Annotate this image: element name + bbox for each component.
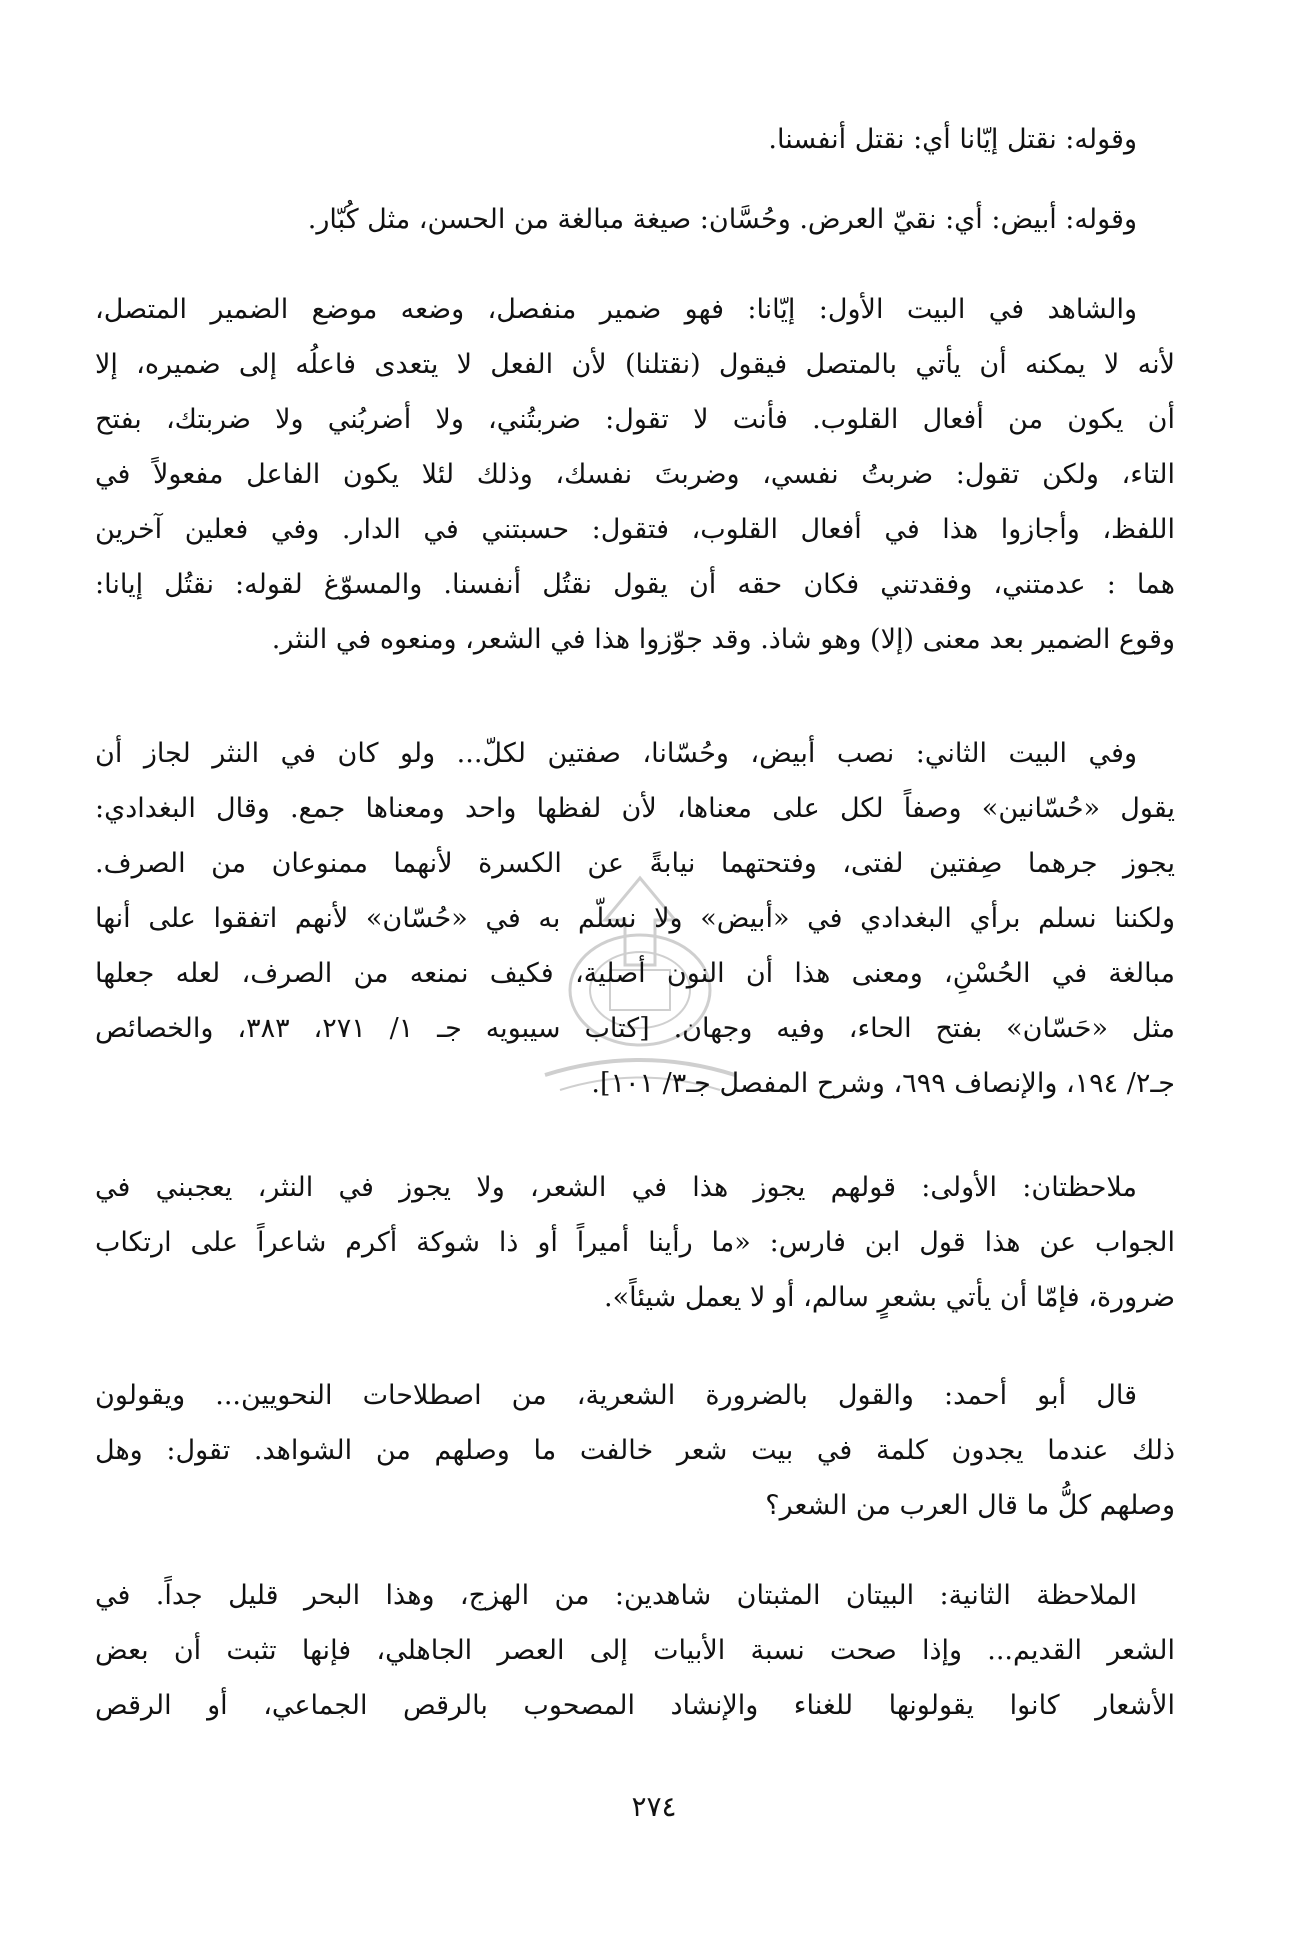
- text-line: قال أبو أحمد: والقول بالضرورة الشعرية، من اصطلاحات النحويين... ويقولون: [95, 1380, 1137, 1411]
- text-line: الأشعار كانوا يقولونها للغناء والإنشاد المصحوب بالرقص الجماعي، أو الرقص: [95, 1690, 1175, 1721]
- text-line: التاء، ولكن تقول: ضربتُ نفسي، وضربتَ نفسك، وذلك لئلا يكون الفاعل مفعولاً في: [95, 459, 1175, 490]
- paragraph-4: [95, 726, 1175, 1111]
- text-line: جـ٢/ ١٩٤، والإنصاف ٦٩٩، وشرح المفصل جـ٣/ ١٠١].: [591, 1068, 1175, 1099]
- paragraph-2: [95, 192, 1175, 247]
- text-line: ولكننا نسلم برأي البغدادي في «أبيض» ولا نسلّم به في «حُسّان» لأنهم اتفقوا على أنها: [95, 903, 1175, 934]
- paragraph-5: [95, 1160, 1175, 1325]
- text-line: ملاحظتان: الأولى: قولهم يجوز هذا في الشعر، ولا يجوز في النثر، يعجبني في: [95, 1172, 1137, 1203]
- page-number: ٢٧٤: [631, 1790, 677, 1823]
- text-line: يقول «حُسّانين» وصفاً لكل على معناها، لأن لفظها واحد ومعناها جمع. وقال البغدادي:: [95, 793, 1175, 824]
- text-line: الملاحظة الثانية: البيتان المثبتان شاهدين: من الهزج، وهذا البحر قليل جداً. في: [95, 1580, 1137, 1611]
- paragraph-3: [95, 282, 1175, 667]
- text-line: مبالغة في الحُسْنِ، ومعنى هذا أن النون أصلية، فكيف نمنعه من الصرف، لعله جعلها: [95, 958, 1175, 989]
- paragraph-7: [95, 1568, 1175, 1733]
- paragraph-1: [95, 112, 1175, 167]
- paragraph-6: [95, 1368, 1175, 1533]
- text-line: ذلك عندما يجدون كلمة في بيت شعر خالفت ما وصلهم من الشواهد. تقول: وهل: [95, 1435, 1175, 1466]
- text-line: اللفظ، وأجازوا هذا في أفعال القلوب، فتقول: حسبتني في الدار. وفي فعلين آخرين: [95, 514, 1175, 545]
- text-line: هما : عدمتني، وفقدتني فكان حقه أن يقول نقتُل أنفسنا. والمسوّغ لقوله: نقتُل إيانا:: [95, 569, 1175, 600]
- text-line: وصلهم كلُّ ما قال العرب من الشعر؟: [765, 1490, 1175, 1521]
- text-line: ضرورة، فإمّا أن يأتي بشعرٍ سالم، أو لا يعمل شيئاً».: [604, 1282, 1175, 1313]
- text-line: أن يكون من أفعال القلوب. فأنت لا تقول: ضربتُني، ولا أضربُني ولا ضربتك، بفتح: [95, 404, 1175, 435]
- text-line: الجواب عن هذا قول ابن فارس: «ما رأينا أميراً أو ذا شوكة أكرم شاعراً على ارتكاب: [95, 1227, 1175, 1258]
- text-line: وقوله: نقتل إيّانا أي: نقتل أنفسنا.: [768, 124, 1137, 155]
- text-line: وفي البيت الثاني: نصب أبيض، وحُسّانا، صفتين لكلّ... ولو كان في النثر لجاز أن: [95, 738, 1137, 769]
- text-line: يجوز جرهما صِفتين لفتى، وفتحتهما نيابةً عن الكسرة لأنهما ممنوعان من الصرف.: [95, 848, 1175, 879]
- text-line: وقوع الضمير بعد معنى (إلا) وهو شاذ. وقد جوّزوا هذا في الشعر، ومنعوه في النثر.: [271, 624, 1175, 655]
- text-line: مثل «حَسّان» بفتح الحاء، وفيه وجهان. [كتاب سيبويه جـ ١/ ٢٧١، ٣٨٣، والخصائص: [95, 1013, 1175, 1044]
- text-line: والشاهد في البيت الأول: إيّانا: فهو ضمير منفصل، وضعه موضع الضمير المتصل،: [95, 294, 1137, 325]
- text-line: لأنه لا يمكنه أن يأتي بالمتصل فيقول (نقتلنا) لأن الفعل لا يتعدى فاعلُه إلى ضميره، إلا: [95, 349, 1175, 380]
- text-line: الشعر القديم... وإذا صحت نسبة الأبيات إلى العصر الجاهلي، فإنها تثبت أن بعض: [95, 1635, 1175, 1666]
- text-line: وقوله: أبيض: أي: نقيّ العرض. وحُسَّان: صيغة مبالغة من الحسن، مثل كُبّار.: [307, 204, 1137, 235]
